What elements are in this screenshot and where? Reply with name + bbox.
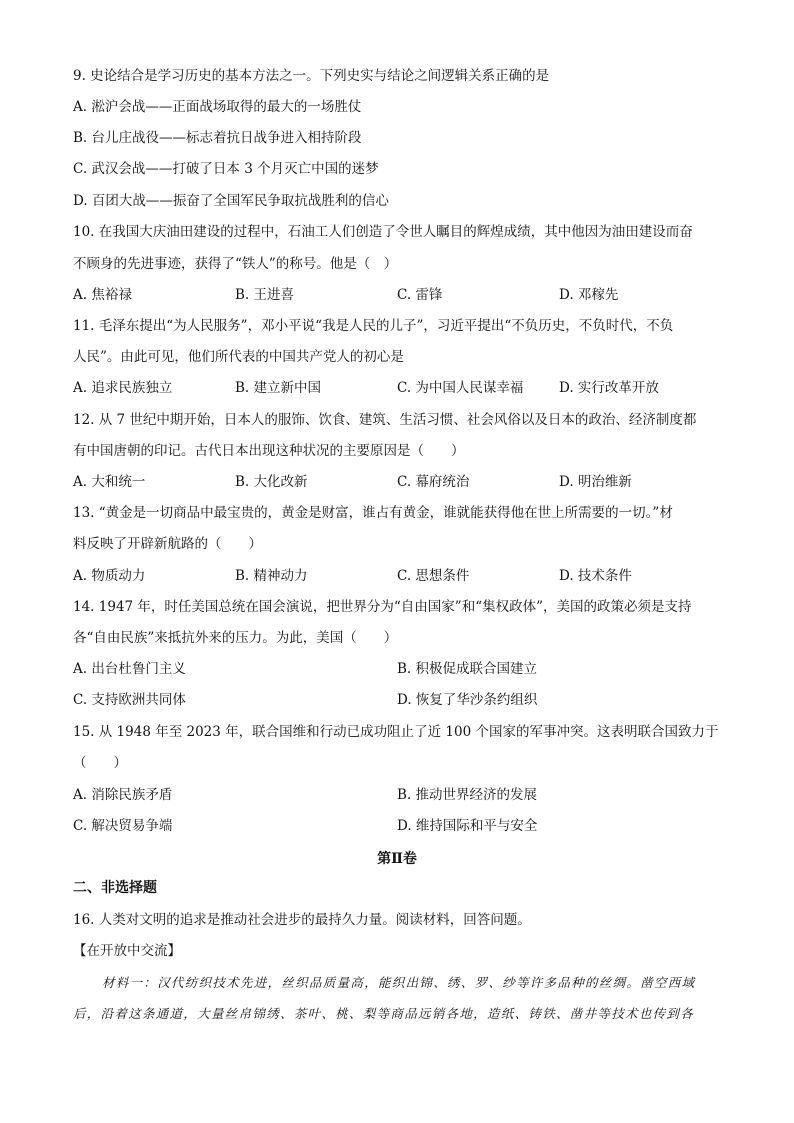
- q11-stem-line1: 11. 毛泽东提出“为人民服务”，邓小平说“我是人民的儿子”，习近平提出“不负历史，不负时代，不负: [73, 318, 674, 334]
- q15-option-d: D. 维持国际和平与安全: [397, 818, 538, 834]
- q11-option-d: D. 实行改革开放: [559, 380, 659, 396]
- q16-material-line2: 后，沿着这条通道，大量丝帛锦绣、茶叶、桃、梨等商品远销各地，造纸、铸铁、凿井等技术也传到各: [73, 1006, 695, 1021]
- q15-stem-line1: 15. 从 1948 年至 2023 年，联合国维和行动已成功阻止了近 100 个国家的军事冲突。这表明联合国致力于: [73, 724, 719, 740]
- q11-option-c: C. 为中国人民谋幸福: [397, 380, 524, 396]
- q12-option-c: C. 幕府统治: [397, 474, 470, 490]
- q10-option-d: D. 邓稼先: [559, 287, 619, 303]
- q12-stem-line1: 12. 从 7 世纪中期开始，日本人的服饰、饮食、建筑、生活习惯、社会风俗以及日本的政治、经济制度都: [73, 412, 697, 428]
- q14-option-d: D. 恢复了华沙条约组织: [397, 692, 538, 708]
- q12-option-a: A. 大和统一: [73, 474, 146, 490]
- q15-option-b: B. 推动世界经济的发展: [397, 787, 538, 803]
- q10-option-a: A. 焦裕禄: [73, 287, 132, 303]
- q9-option-a: A. 淞沪会战——正面战场取得的最大的一场胜仗: [73, 99, 362, 115]
- q12-option-d: D. 明治维新: [559, 474, 632, 490]
- q15-option-c: C. 解决贸易争端: [73, 818, 173, 834]
- q13-stem-line1: 13. “黄金是一切商品中最宝贵的，黄金是财富，谁占有黄金，谁就能获得他在世上所需要的一切。”材: [73, 505, 673, 521]
- q11-option-a: A. 追求民族独立: [73, 380, 173, 396]
- q9-stem: 9. 史论结合是学习历史的基本方法之一。下列史实与结论之间逻辑关系正确的是: [73, 68, 550, 84]
- q13-stem-line2: 料反映了开辟新航路的（ ）: [73, 536, 262, 552]
- q13-option-b: B. 精神动力: [235, 568, 308, 584]
- q13-option-c: C. 思想条件: [397, 568, 470, 584]
- q11-stem-line2: 人民”。由此可见，他们所代表的中国共产党人的初心是: [73, 349, 404, 365]
- q15-stem-line2: （ ）: [73, 755, 127, 771]
- q10-stem-line2: 不顾身的先进事迹，获得了“铁人”的称号。他是（ ）: [73, 256, 398, 272]
- q10-option-b: B. 王进喜: [235, 287, 295, 303]
- q16-stem: 16. 人类对文明的追求是推动社会进步的最持久力量。阅读材料，回答问题。: [73, 912, 531, 928]
- q12-stem-line2: 有中国唐朝的印记。古代日本出现这种状况的主要原因是（ ）: [73, 443, 465, 459]
- q16-subheading: 【在开放中交流】: [73, 943, 181, 959]
- q14-option-b: B. 积极促成联合国建立: [397, 661, 538, 677]
- part-heading: 二、非选择题: [73, 880, 157, 896]
- q15-option-a: A. 消除民族矛盾: [73, 787, 173, 803]
- q12-option-b: B. 大化改新: [235, 474, 308, 490]
- q11-option-b: B. 建立新中国: [235, 380, 322, 396]
- q13-option-d: D. 技术条件: [559, 568, 632, 584]
- q14-option-c: C. 支持欧洲共同体: [73, 692, 186, 708]
- q9-option-b: B. 台儿庄战役——标志着抗日战争进入相持阶段: [73, 130, 362, 146]
- q9-option-d: D. 百团大战——振奋了全国军民争取抗战胜利的信心: [73, 193, 389, 209]
- q13-option-a: A. 物质动力: [73, 568, 146, 584]
- q16-material-line1: 材料一：汉代纺织技术先进，丝织品质量高，能织出锦、绣、罗、纱等许多品种的丝绸。凿空西域: [102, 975, 696, 990]
- q14-stem-line1: 14. 1947 年，时任美国总统在国会演说，把世界分为“自由国家”和“集权政体”，美国的政策必须是支持: [73, 599, 692, 615]
- q9-option-c: C. 武汉会战——打破了日本 3 个月灭亡中国的迷梦: [73, 161, 379, 177]
- q10-option-c: C. 雷锋: [397, 287, 443, 303]
- q10-stem-line1: 10. 在我国大庆油田建设的过程中，石油工人们创造了令世人瞩目的辉煌成绩，其中他因为油田建设而奋: [73, 224, 693, 240]
- q14-stem-line2: 各“自由民族”来抵抗外来的压力。为此，美国（ ）: [73, 630, 398, 646]
- section-title: 第Ⅱ卷: [377, 851, 417, 867]
- q14-option-a: A. 出台杜鲁门主义: [73, 661, 186, 677]
